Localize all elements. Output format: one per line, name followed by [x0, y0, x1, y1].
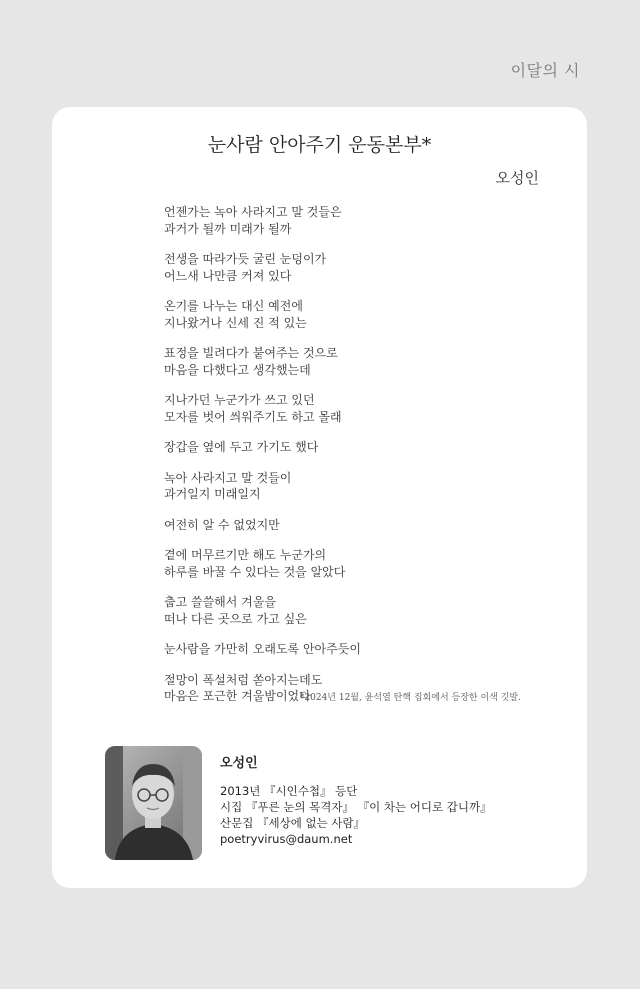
- bio-prose-book: 산문집 『세상에 없는 사람』: [220, 816, 366, 830]
- poem-line: 떠나 다른 곳으로 가고 싶은: [164, 611, 307, 626]
- author-bio: [105, 746, 565, 861]
- poem-stanza: [164, 517, 524, 534]
- poem-line: 여전히 알 수 없었지만: [164, 517, 280, 532]
- poem-line: 마음은 포근한 겨울밤이었다: [164, 689, 311, 703]
- poem-body: [164, 204, 524, 719]
- section-label: 이달의 시: [510, 61, 580, 80]
- poem-stanza: [164, 470, 524, 503]
- poem-line: 절망이 폭설처럼 쏟아지는데도: [164, 672, 323, 687]
- poem-line: 표정을 빌려다가 붙여주는 것으로: [164, 346, 338, 360]
- poem-line: 지나왔거나 신세 진 적 있는: [164, 315, 307, 330]
- bio-poetry-books: 시집 『푸른 눈의 목격자』 『이 차는 어디로 갑니까』: [220, 800, 492, 814]
- bio-name: 오성인: [220, 756, 258, 771]
- bio-email[interactable]: poetryvirus@daum.net: [220, 832, 353, 846]
- poem-stanza: [164, 641, 524, 658]
- poem-stanza: [164, 392, 524, 425]
- author-photo: [105, 746, 202, 860]
- poem-stanza: [164, 204, 524, 237]
- poem-footnote: *2024년 12월, 윤석열 탄핵 집회에서 등장한 이색 깃발.: [299, 693, 521, 703]
- poem-line: 과거가 될까 미래가 될까: [164, 221, 292, 236]
- poem-line: 눈사람을 가만히 오래도록 안아주듯이: [164, 642, 361, 656]
- poem-stanza: [164, 439, 524, 456]
- poem-line: 녹아 사라지고 말 것들이: [164, 470, 292, 485]
- poem-line: 곁에 머무르기만 해도 누군가의: [164, 548, 327, 562]
- bio-text: [220, 752, 492, 847]
- poem-stanza: [164, 251, 524, 284]
- poem-line: 언젠가는 녹아 사라지고 말 것들은: [164, 205, 342, 219]
- poem-line: 어느새 나만큼 커져 있다: [164, 268, 292, 283]
- poem-stanza: [164, 345, 524, 378]
- poem-stanza: [164, 298, 524, 331]
- poem-line: 춥고 쓸쓸해서 겨울을: [164, 595, 276, 609]
- poem-author: 오성인: [495, 169, 539, 187]
- poem-line: 하루를 바꿀 수 있다는 것을 알았다: [164, 564, 346, 579]
- poem-line: 장갑을 옆에 두고 가기도 했다: [164, 440, 319, 454]
- bio-debut: 2013년 『시인수첩』 등단: [220, 784, 358, 798]
- poem-title: 눈사람 안아주기 운동본부*: [207, 134, 432, 156]
- poem-stanza: [164, 547, 524, 580]
- poem-line: 온기를 나누는 대신 예전에: [164, 299, 303, 313]
- poem-line: 모자를 벗어 씌워주기도 하고 몰래: [164, 409, 342, 424]
- poem-stanza: [164, 594, 524, 627]
- poem-line: 과거일지 미래일지: [164, 487, 261, 501]
- poem-line: 마음을 다했다고 생각했는데: [164, 362, 311, 377]
- poem-line: 지나가던 누군가가 쓰고 있던: [164, 393, 315, 407]
- poem-card: [52, 107, 587, 888]
- poem-line: 전생을 따라가듯 굴린 눈덩이가: [164, 252, 327, 266]
